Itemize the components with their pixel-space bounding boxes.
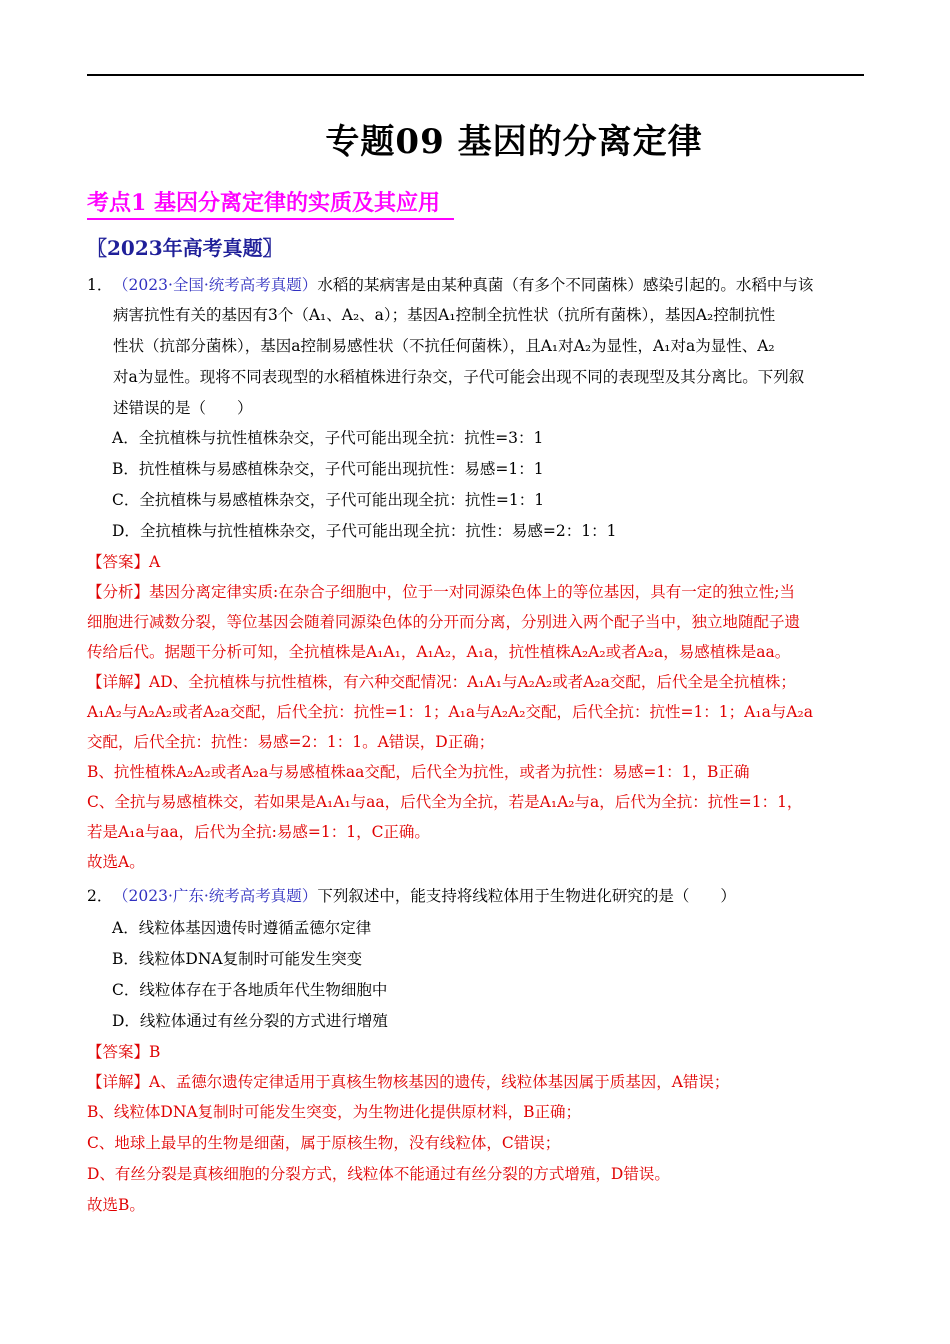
question-2-stem: 下列叙述中，能支持将线粒体用于生物进化研究的是（ ） [317,887,736,905]
question-1-line-5: 述错误的是（ ） [113,399,253,417]
question-2-detail-line-2: B、线粒体DNA复制时可能发生突变，为生物进化提供原材料，B正确； [87,1103,581,1121]
question-1-analysis-line-2: 细胞进行减数分裂，等位基因会随着同源染色体的分开而分离，分别进入两个配子当中，独立地随配子遗 [87,613,801,631]
question-1-source: （2023·全国·统考高考真题） [113,276,318,294]
question-2-answer: 【答案】B [87,1043,161,1061]
question-1-detail-line-5: C、全抗与易感植株交，若如果是A₁A₁与aa，后代全为全抗，若是A₁A₂与a，后代为全抗：抗性=1：1， [87,793,803,811]
question-1-detail-line-2: A₁A₂与A₂A₂或者A₂a交配，后代全抗：抗性=1：1；A₁a与A₂A₂交配，后代全抗：抗性=1：1；A₁a与A₂a [87,703,813,721]
question-2-option-a: A．线粒体基因遗传时遵循孟德尔定律 [112,919,372,937]
question-1-answer: 【答案】A [87,553,161,571]
header-rule [87,74,864,76]
question-2-conclusion: 故选B。 [87,1196,145,1214]
question-1-analysis-line-1 [87,582,795,602]
section-heading-text: 考点1 基因分离定律的实质及其应用 [87,186,454,220]
question-2-line-1 [87,886,736,906]
question-1-option-a: A．全抗植株与抗性植株杂交，子代可能出现全抗：抗性=3：1 [112,429,544,447]
question-2-number: 2． [87,887,113,905]
question-1-detail-line-1 [87,672,796,692]
question-1-analysis-line-3: 传给后代。据题干分析可知，全抗植株是A₁A₁，A₁A₂，A₁a，抗性植株A₂A₂或者A₂a，易感植株是aa。 [87,643,791,661]
detail-label: 【详解】 [87,673,150,691]
question-2-source: （2023·广东·统考高考真题） [113,887,318,905]
question-1-stem: 水稻的某病害是由某种真菌（有多个不同菌株）感染引起的。水稻中与该 [317,276,814,294]
question-1-option-b: B．抗性植株与易感植株杂交，子代可能出现抗性：易感=1：1 [112,460,544,478]
question-2-option-c: C．线粒体存在于各地质年代生物细胞中 [112,981,388,999]
question-1-line-4: 对a为显性。现将不同表现型的水稻植株进行杂交，子代可能会出现不同的表现型及其分离比。下列叙 [113,368,805,386]
year-header: 〖2023年高考真题〗 [87,236,283,260]
question-1-detail-line-6: 若是A₁a与aa，后代为全抗:易感=1：1，C正确。 [87,823,430,841]
question-2-option-b: B．线粒体DNA复制时可能发生突变 [112,950,363,968]
question-1-number: 1． [87,276,113,294]
page-title: 专题09 基因的分离定律 [325,122,703,162]
question-1-conclusion: 故选A。 [87,853,145,871]
question-1-detail-line-3: 交配，后代全抗：抗性：易感=2：1：1。A错误，D正确； [87,733,495,751]
question-1-line-2: 病害抗性有关的基因有3个（A₁、A₂、a）；基因A₁控制全抗性状（抗所有菌株），基因A₂控制抗性 [113,306,776,324]
question-2-detail-line-1 [87,1072,729,1092]
question-2-detail-line-4: D、有丝分裂是真核细胞的分裂方式，线粒体不能通过有丝分裂的方式增殖，D错误。 [87,1165,670,1183]
question-2-option-d: D．线粒体通过有丝分裂的方式进行增殖 [112,1012,388,1030]
section-heading [87,186,454,220]
question-1-line-1 [87,275,813,295]
question-1-line-3: 性状（抗部分菌株），基因a控制易感性状（不抗任何菌株），且A₁对A₂为显性，A₁对a为显性、A₂ [113,337,775,355]
detail-text: A、孟德尔遗传定律适用于真核生物核基因的遗传，线粒体基因属于质基因，A错误； [149,1073,730,1091]
question-1-option-d: D．全抗植株与抗性植株杂交，子代可能出现全抗：抗性：易感=2：1：1 [112,522,617,540]
question-1-detail-line-4: B、抗性植株A₂A₂或者A₂a与易感植株aa交配，后代全为抗性，或者为抗性：易感=1：1，B正确 [87,763,750,781]
detail-text: AD、全抗植株与抗性植株，有六种交配情况：A₁A₁与A₂A₂或者A₂a交配，后代全是全抗植株； [149,673,796,691]
detail-label: 【详解】 [87,1073,150,1091]
analysis-text: 基因分离定律实质:在杂合子细胞中，位于一对同源染色体上的等位基因，具有一定的独立性;当 [149,583,795,601]
question-2-detail-line-3: C、地球上最早的生物是细菌，属于原核生物，没有线粒体，C错误； [87,1134,561,1152]
question-1-option-c: C．全抗植株与易感植株杂交，子代可能出现全抗：抗性=1：1 [112,491,545,509]
analysis-label: 【分析】 [87,583,150,601]
